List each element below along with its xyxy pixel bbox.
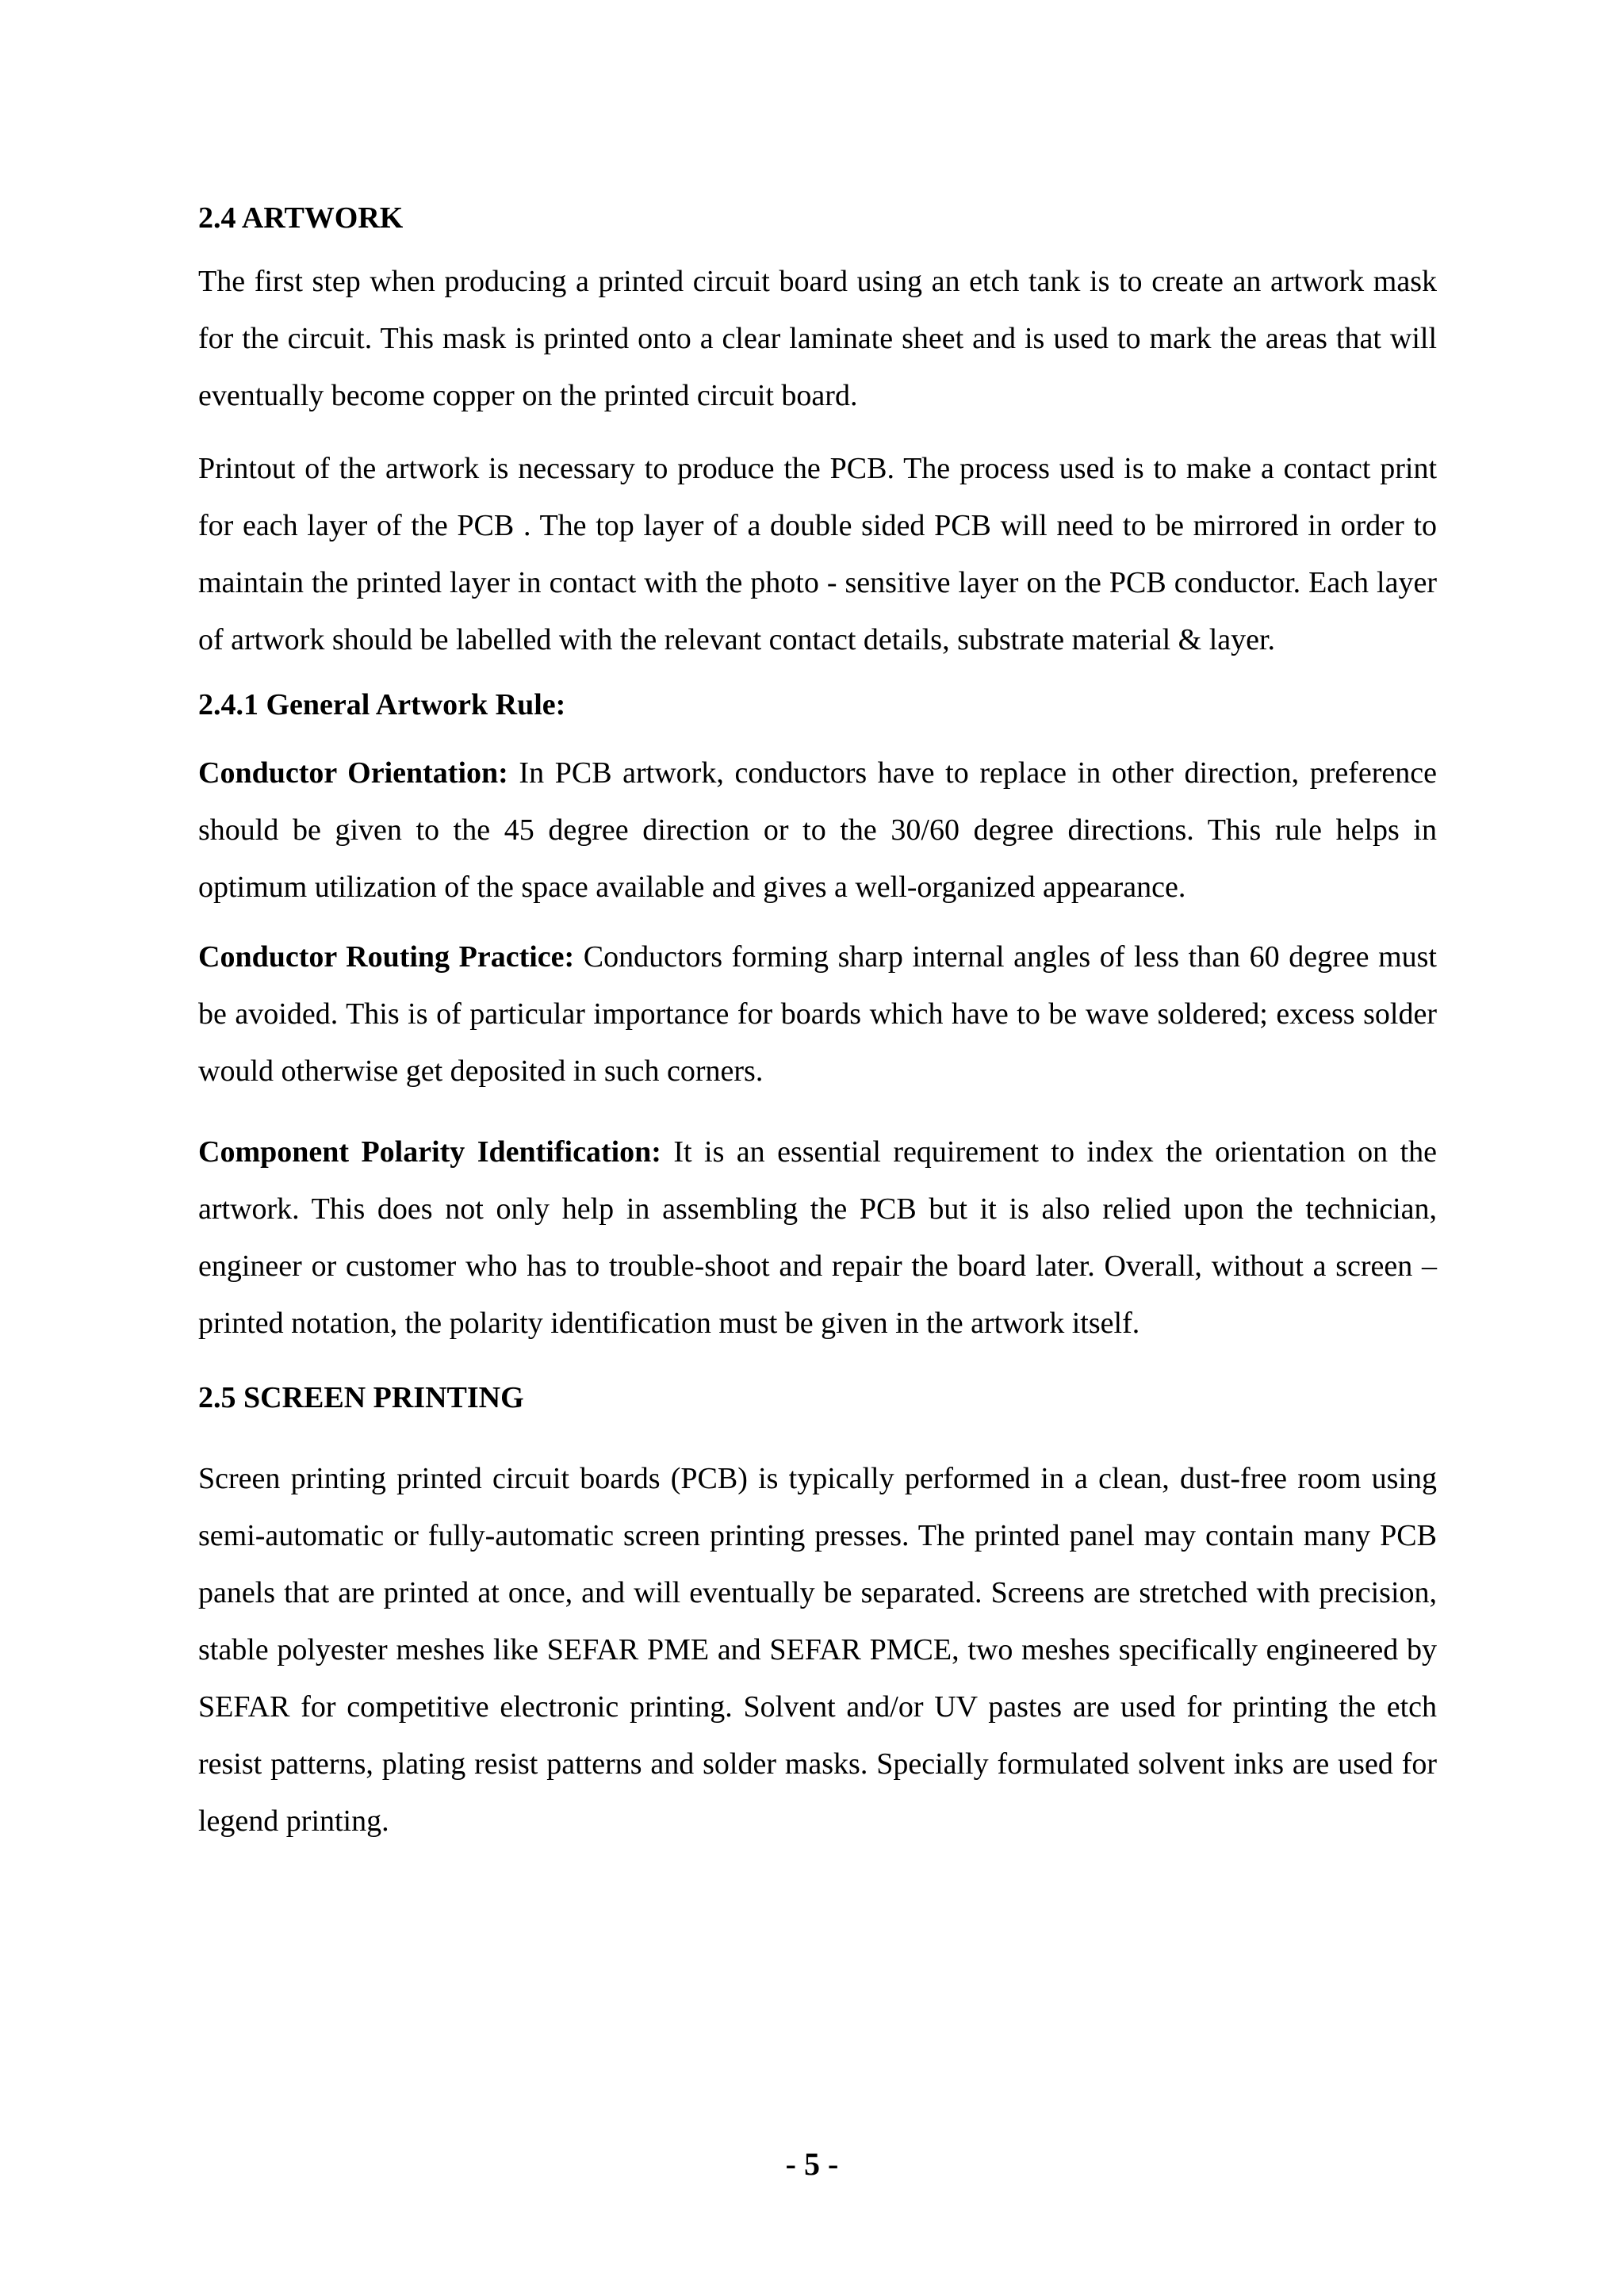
- page-number: - 5 -: [785, 2146, 839, 2182]
- rule-conductor-orientation-text: In PCB artwork, conductors have to replace in other direction, preference should be given to the 45 degree direction or to the 30/60 degree directions. This rule helps in optimum utilization of the space available and gives a well-organized appearance.: [198, 756, 1438, 904]
- rule-conductor-routing-text: Conductors forming sharp internal angles of less than 60 degree must be avoided. This is of particular importance for boards which have to be wave soldered; excess solder would otherwise get deposited in such corners.: [198, 940, 1437, 1088]
- rule-component-polarity-text: It is an essential requirement to index the orientation on the artwork. This does not only help in assembling the PCB but it is also relied upon the technician, engineer or customer who has to trouble-shoot and repair the board later. Overall, without a screen –printed notation, the polarity identification must be given in the artwork itself.: [198, 1135, 1437, 1340]
- artwork-paragraph-1: The first step when producing a printed circuit board using an etch tank is to create an artwork mask for the circuit. This mask is printed onto a clear laminate sheet and is used to mark the areas that will eventually become copper on the printed circuit board.: [198, 265, 1437, 412]
- rule-conductor-routing-lead: Conductor Routing Practice:: [198, 940, 575, 974]
- screen-printing-paragraph: Screen printing printed circuit boards (PCB) is typically performed in a clean, dust-free room using semi-automatic or fully-automatic screen printing presses. The printed panel may contain many PCB panels that are printed at once, and will eventually be separated. Screens are stretched with precision, stable polyester meshes like SEFAR PME and SEFAR PMCE, two meshes specifically engineered by SEFAR for competitive electronic printing. Solvent and/or UV pastes are used for printing the etch resist patterns, plating resist patterns and solder masks. Specially formulated solvent inks are used for legend printing.: [198, 1462, 1437, 1838]
- document-page: [198, 194, 1437, 1850]
- rule-conductor-orientation-lead: Conductor Orientation:: [198, 756, 508, 790]
- section-heading-artwork: 2.4 ARTWORK: [198, 201, 404, 235]
- subsection-heading-general-artwork-rule: 2.4.1 General Artwork Rule:: [198, 688, 566, 721]
- rule-conductor-routing: [198, 928, 1437, 1100]
- rule-conductor-orientation: [198, 744, 1437, 916]
- section-heading-screen-printing: 2.5 SCREEN PRINTING: [198, 1381, 524, 1414]
- rule-component-polarity: [198, 1123, 1437, 1352]
- artwork-paragraph-2: Printout of the artwork is necessary to produce the PCB. The process used is to make a contact print for each layer of the PCB . The top layer of a double sided PCB will need to be mirrored in order to maintain the printed layer in contact with the photo - sensitive layer on the PCB conductor. Each layer of artwork should be labelled with the relevant contact details, substrate material & layer.: [198, 452, 1437, 656]
- rule-component-polarity-lead: Component Polarity Identification:: [198, 1135, 661, 1169]
